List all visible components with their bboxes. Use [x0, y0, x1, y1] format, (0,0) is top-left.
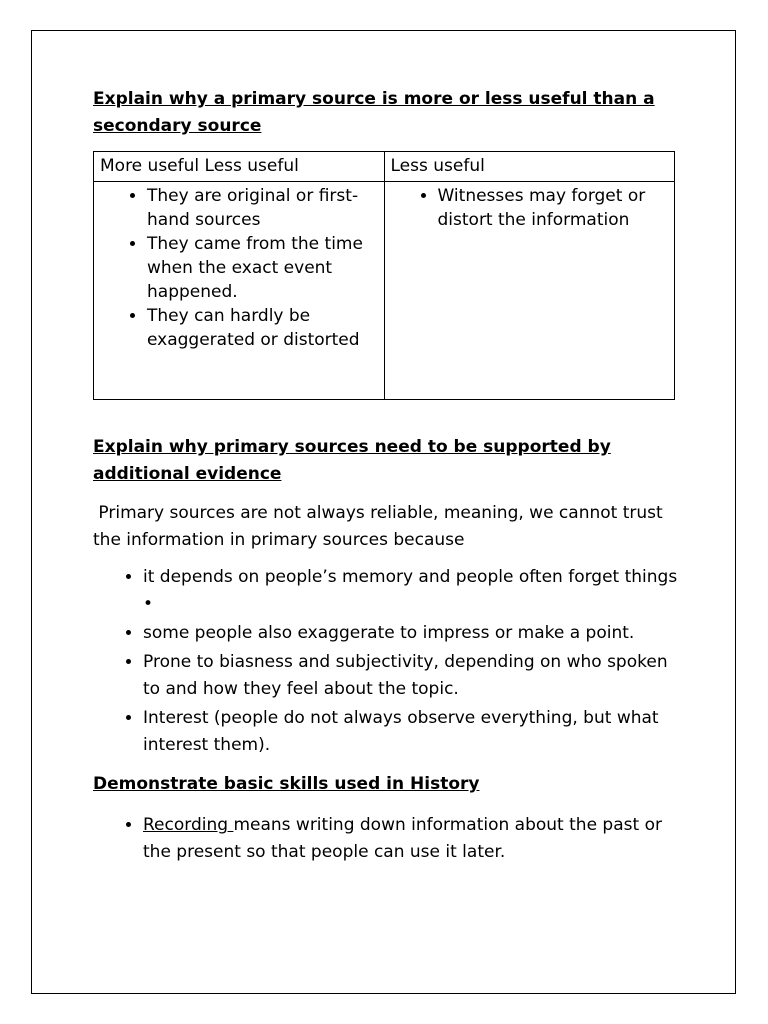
recording-term: Recording [143, 815, 234, 835]
table-header-row [94, 152, 675, 182]
list-item: • Witnesses may forget or distort the information [438, 184, 669, 232]
section-heading-additional-evidence: Explain why primary sources need to be supported by additional evidence [93, 437, 611, 484]
recording-definition: means writing down information about the past or the present so that people can use it later. [143, 815, 662, 862]
list-item: • some people also exaggerate to impress or make a point. [143, 620, 683, 647]
less-useful-cell [384, 182, 675, 400]
table-header-less-useful: Less useful [384, 152, 675, 182]
section-heading-primary-vs-secondary: Explain why a primary source is more or less useful than a secondary source [93, 89, 655, 136]
section-heading-history-skills: Demonstrate basic skills used in History [93, 774, 480, 794]
more-useful-list [100, 184, 378, 352]
less-useful-list [391, 184, 669, 232]
usefulness-table [93, 151, 675, 400]
list-item: • They can hardly be exaggerated or distorted [147, 304, 378, 352]
document-content [93, 86, 683, 878]
table-row [94, 182, 675, 400]
skills-bullets [93, 812, 683, 866]
list-item [143, 812, 683, 866]
table-header-more-useful: More useful Less useful [94, 152, 385, 182]
reliability-bullets [93, 564, 683, 759]
list-item: • Interest (people do not always observe everything, but what interest them). [143, 705, 683, 759]
list-item: • They came from the time when the exact event happened. [147, 232, 378, 304]
more-useful-cell [94, 182, 385, 400]
list-item: • it depends on people’s memory and people often forget things • [143, 564, 683, 618]
intro-paragraph: Primary sources are not always reliable, meaning, we cannot trust the information in primary sources because [93, 503, 669, 550]
list-item: • They are original or first-hand sources [147, 184, 378, 232]
list-item: • Prone to biasness and subjectivity, depending on who spoken to and how they feel about the topic. [143, 649, 683, 703]
